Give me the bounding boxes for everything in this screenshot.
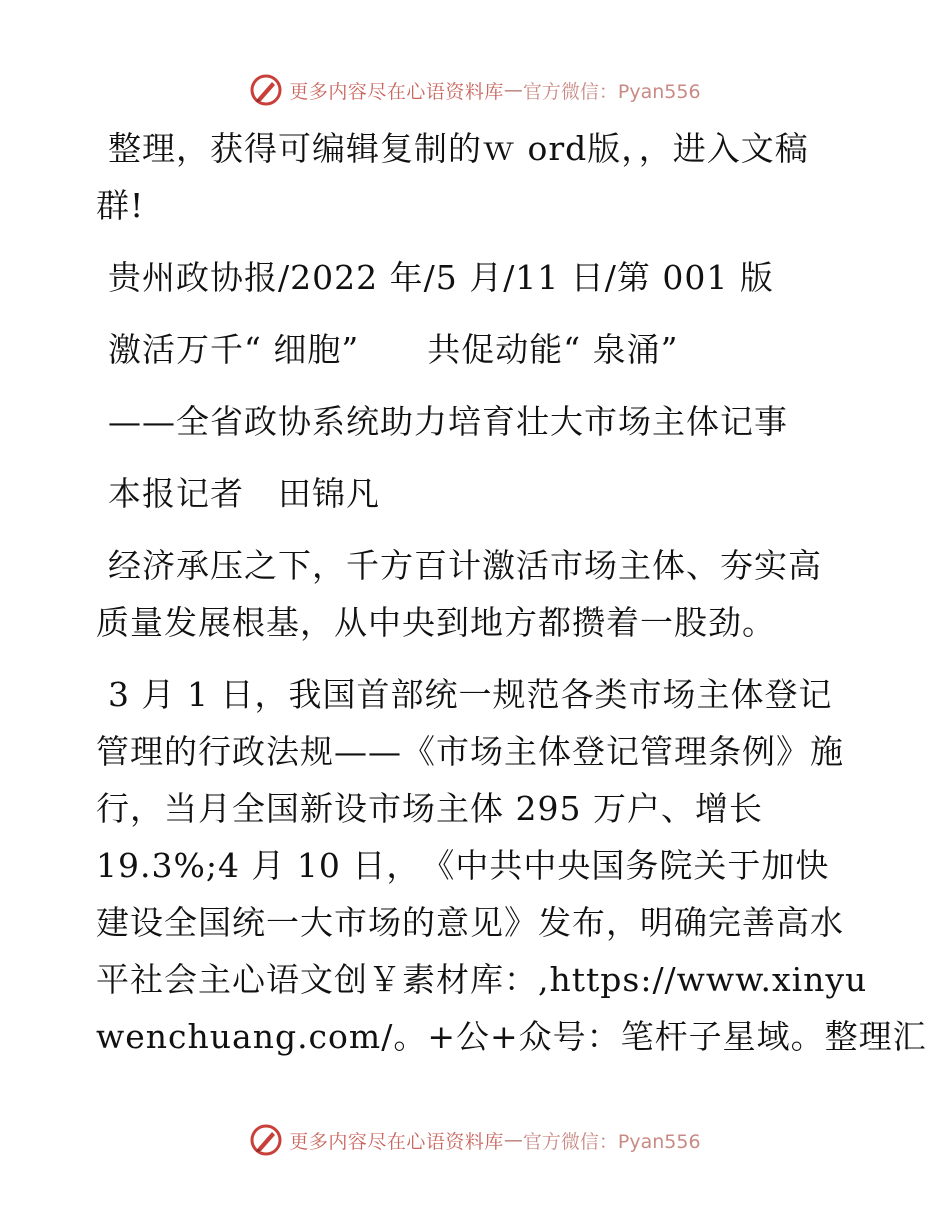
text-line: 行，当月全国新设市场主体 295 万户、增长 xyxy=(96,789,763,828)
article-byline xyxy=(96,465,856,522)
text-line: 建设全国统一大市场的意见》发布，明确完善高水 xyxy=(96,903,844,942)
text-line: 3 月 1 日，我国首部统一规范各类市场主体登记 xyxy=(108,675,833,714)
paragraph-body-2 xyxy=(96,666,927,1065)
text-line: 平社会主心语文创￥素材库：,https://www.xinyu xyxy=(96,960,868,999)
pen-logo-icon xyxy=(249,1123,283,1157)
article-title xyxy=(96,321,856,378)
text-line: 激活万千“ 细胞” 共促动能“ 泉涌” xyxy=(108,330,679,369)
footer-watermark xyxy=(0,1120,950,1160)
text-line: 经济承压之下，千方百计激活市场主体、夯实高 xyxy=(108,546,822,585)
paragraph-intro xyxy=(96,120,856,234)
text-line: ——全省政协系统助力培育壮大市场主体记事 xyxy=(108,402,788,441)
text-line: 整理，获得可编辑复制的ｗ ord版，，进入文稿 xyxy=(108,129,809,168)
watermark-brand-text: 更多内容尽在心语资料库 xyxy=(289,1130,504,1153)
paragraph-body-1 xyxy=(96,537,856,651)
header-watermark xyxy=(0,70,950,110)
text-line: 群! xyxy=(96,186,145,225)
watermark-wechat-text: 官方微信：Pyan556 xyxy=(522,80,701,103)
watermark-dash: — xyxy=(503,1129,523,1151)
article-subtitle xyxy=(96,393,856,450)
text-line: wenchuang.com/。+公+众号：笔杆子星域。整理汇 xyxy=(96,1017,927,1056)
watermark-wechat-text: 官方微信：Pyan556 xyxy=(522,1130,701,1153)
watermark-brand-text: 更多内容尽在心语资料库 xyxy=(289,80,504,103)
paragraph-source xyxy=(96,249,856,306)
text-line: 本报记者 田锦凡 xyxy=(108,474,380,513)
text-line: 贵州政协报/2022 年/5 月/11 日/第 001 版 xyxy=(108,258,774,297)
text-line: 管理的行政法规——《市场主体登记管理条例》施 xyxy=(96,732,844,771)
document-body xyxy=(96,120,927,1080)
text-line: 质量发展根基，从中央到地方都攒着一股劲。 xyxy=(96,603,776,642)
watermark-dash: — xyxy=(503,79,523,101)
pen-logo-icon xyxy=(249,73,283,107)
text-line: 19.3%;4 月 10 日， 《中共中央国务院关于加快 xyxy=(96,846,830,885)
